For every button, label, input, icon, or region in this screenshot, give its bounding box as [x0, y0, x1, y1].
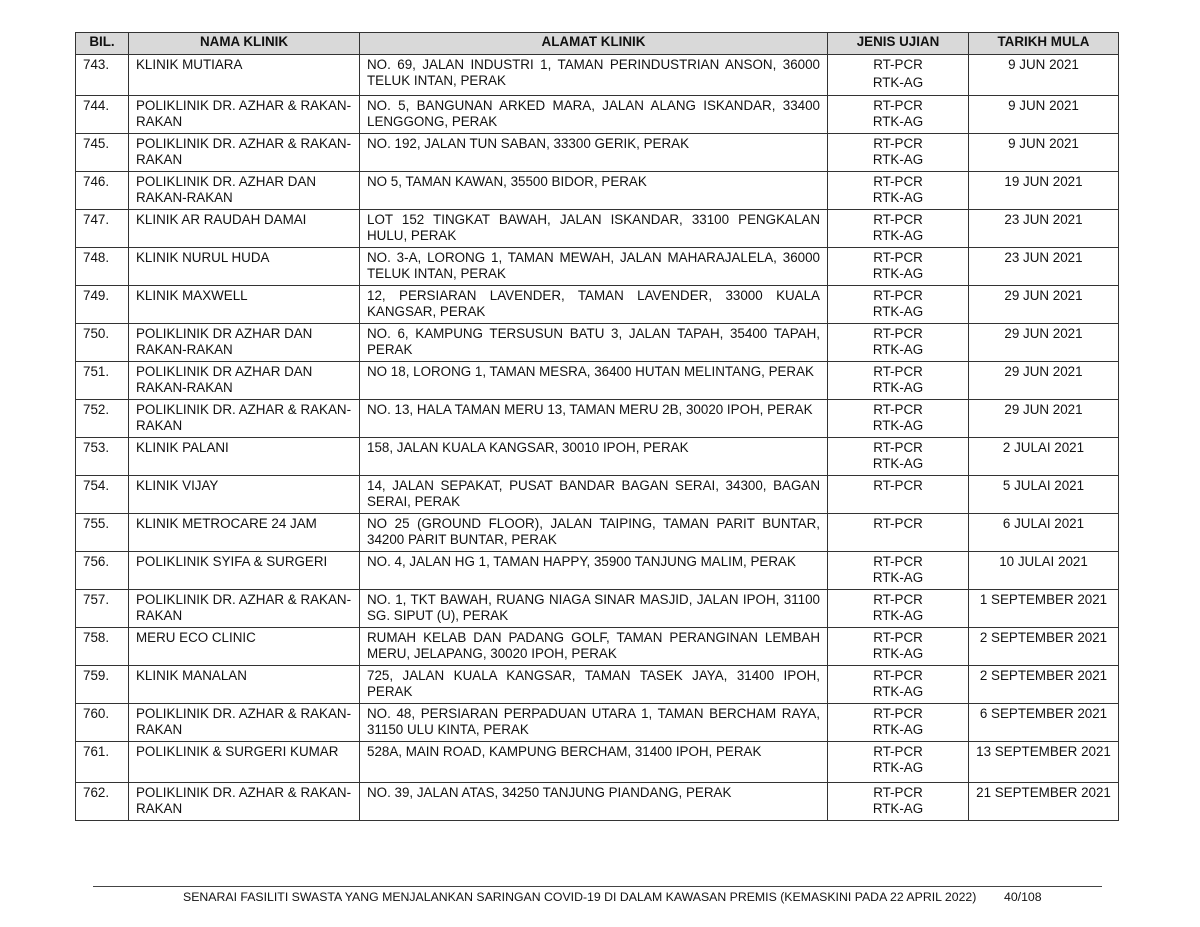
- test-types: [828, 400, 969, 438]
- table-row: [76, 96, 1119, 134]
- test-types: [828, 172, 969, 210]
- clinic-name: POLIKLINIK DR. AZHAR & RAKAN-RAKAN: [129, 96, 360, 134]
- clinic-address: NO 18, LORONG 1, TAMAN MESRA, 36400 HUTAN MELINTANG, PERAK: [360, 362, 828, 400]
- row-number: 752.: [76, 400, 129, 438]
- test-type: RT-PCR: [873, 98, 923, 113]
- header-clinic-address: ALAMAT KLINIK: [360, 33, 828, 55]
- clinic-name: KLINIK MAXWELL: [129, 286, 360, 324]
- clinic-address: NO 5, TAMAN KAWAN, 35500 BIDOR, PERAK: [360, 172, 828, 210]
- test-type: RT-PCR: [873, 516, 923, 531]
- start-date: 29 JUN 2021: [969, 324, 1119, 362]
- start-date: 29 JUN 2021: [969, 400, 1119, 438]
- table-row: [76, 552, 1119, 590]
- test-type: RTK-AG: [872, 722, 924, 737]
- header-test-type: JENIS UJIAN: [828, 33, 969, 55]
- table-row: [76, 514, 1119, 552]
- test-types: [828, 742, 969, 783]
- row-number: 754.: [76, 476, 129, 514]
- start-date: 9 JUN 2021: [969, 134, 1119, 172]
- row-number: 758.: [76, 628, 129, 666]
- test-type: RT-PCR: [873, 706, 923, 721]
- start-date: 2 SEPTEMBER 2021: [969, 628, 1119, 666]
- test-type: RTK-AG: [872, 75, 924, 90]
- test-types: [828, 286, 969, 324]
- start-date: 10 JULAI 2021: [969, 552, 1119, 590]
- test-types: [828, 514, 969, 552]
- test-types: [828, 704, 969, 742]
- start-date: 13 SEPTEMBER 2021: [969, 742, 1119, 783]
- test-types: [828, 210, 969, 248]
- start-date: 6 SEPTEMBER 2021: [969, 704, 1119, 742]
- clinic-name: POLIKLINIK DR. AZHAR & RAKAN-RAKAN: [129, 704, 360, 742]
- row-number: 757.: [76, 590, 129, 628]
- table-header-row: [76, 33, 1119, 55]
- test-type: RTK-AG: [872, 456, 924, 471]
- test-type: RTK-AG: [872, 304, 924, 319]
- start-date: 5 JULAI 2021: [969, 476, 1119, 514]
- row-number: 746.: [76, 172, 129, 210]
- row-number: 762.: [76, 783, 129, 821]
- test-type: RT-PCR: [873, 554, 923, 569]
- clinic-name: POLIKLINIK DR. AZHAR & RAKAN-RAKAN: [129, 590, 360, 628]
- start-date: 29 JUN 2021: [969, 362, 1119, 400]
- clinic-address: NO. 192, JALAN TUN SABAN, 33300 GERIK, PERAK: [360, 134, 828, 172]
- test-type: RT-PCR: [873, 402, 923, 417]
- clinic-name: POLIKLINIK DR AZHAR DAN RAKAN-RAKAN: [129, 324, 360, 362]
- test-types: [828, 666, 969, 704]
- clinic-name: KLINIK MANALAN: [129, 666, 360, 704]
- test-type: RT-PCR: [873, 630, 923, 645]
- test-type: RTK-AG: [872, 684, 924, 699]
- test-types: [828, 590, 969, 628]
- clinic-address: LOT 152 TINGKAT BAWAH, JALAN ISKANDAR, 33100 PENGKALAN HULU, PERAK: [360, 210, 828, 248]
- test-types: [828, 628, 969, 666]
- test-type: RTK-AG: [872, 152, 924, 167]
- test-type: RTK-AG: [872, 570, 924, 585]
- start-date: 9 JUN 2021: [969, 96, 1119, 134]
- test-types: [828, 134, 969, 172]
- clinic-address: 158, JALAN KUALA KANGSAR, 30010 IPOH, PERAK: [360, 438, 828, 476]
- start-date: 23 JUN 2021: [969, 248, 1119, 286]
- test-types: [828, 248, 969, 286]
- row-number: 755.: [76, 514, 129, 552]
- footer-title: SENARAI FASILITI SWASTA YANG MENJALANKAN SARINGAN COVID-19 DI DALAM KAWASAN PREMIS (KEMASKINI PADA 22 APRIL 2022): [183, 890, 977, 904]
- header-start-date: TARIKH MULA: [969, 33, 1119, 55]
- clinic-address: NO. 4, JALAN HG 1, TAMAN HAPPY, 35900 TANJUNG MALIM, PERAK: [360, 552, 828, 590]
- table-row: [76, 628, 1119, 666]
- test-types: [828, 96, 969, 134]
- test-type: RTK-AG: [872, 608, 924, 623]
- row-number: 753.: [76, 438, 129, 476]
- test-type: RTK-AG: [872, 190, 924, 205]
- test-type: RT-PCR: [873, 288, 923, 303]
- table-row: [76, 362, 1119, 400]
- start-date: 2 JULAI 2021: [969, 438, 1119, 476]
- row-number: 744.: [76, 96, 129, 134]
- footer-divider: [93, 886, 1102, 887]
- test-type: RT-PCR: [873, 440, 923, 455]
- header-clinic-name: NAMA KLINIK: [129, 33, 360, 55]
- start-date: 1 SEPTEMBER 2021: [969, 590, 1119, 628]
- row-number: 751.: [76, 362, 129, 400]
- page-number: 40/108: [1004, 890, 1042, 904]
- clinic-address: 528A, MAIN ROAD, KAMPUNG BERCHAM, 31400 IPOH, PERAK: [360, 742, 828, 783]
- test-types: [828, 438, 969, 476]
- table-row: [76, 172, 1119, 210]
- clinic-table-body: [76, 55, 1119, 821]
- test-types: [828, 783, 969, 821]
- row-number: 748.: [76, 248, 129, 286]
- clinic-address: 14, JALAN SEPAKAT, PUSAT BANDAR BAGAN SERAI, 34300, BAGAN SERAI, PERAK: [360, 476, 828, 514]
- clinic-name: POLIKLINIK DR. AZHAR & RAKAN-RAKAN: [129, 134, 360, 172]
- table-row: [76, 476, 1119, 514]
- start-date: 2 SEPTEMBER 2021: [969, 666, 1119, 704]
- start-date: 19 JUN 2021: [969, 172, 1119, 210]
- table-row: [76, 134, 1119, 172]
- test-types: [828, 362, 969, 400]
- clinic-name: POLIKLINIK & SURGERI KUMAR: [129, 742, 360, 783]
- table-row: [76, 400, 1119, 438]
- test-type: RTK-AG: [872, 380, 924, 395]
- clinic-address: NO. 6, KAMPUNG TERSUSUN BATU 3, JALAN TAPAH, 35400 TAPAH, PERAK: [360, 324, 828, 362]
- table-row: [76, 248, 1119, 286]
- row-number: 750.: [76, 324, 129, 362]
- test-type: RTK-AG: [872, 646, 924, 661]
- clinic-address: NO. 69, JALAN INDUSTRI 1, TAMAN PERINDUSTRIAN ANSON, 36000 TELUK INTAN, PERAK: [360, 55, 828, 96]
- clinic-address: RUMAH KELAB DAN PADANG GOLF, TAMAN PERANGINAN LEMBAH MERU, JELAPANG, 30020 IPOH, PERAK: [360, 628, 828, 666]
- table-row: [76, 55, 1119, 96]
- header-bil: BIL.: [76, 33, 129, 55]
- test-type: RT-PCR: [873, 592, 923, 607]
- table-row: [76, 590, 1119, 628]
- test-types: [828, 55, 969, 96]
- table-row: [76, 704, 1119, 742]
- start-date: 29 JUN 2021: [969, 286, 1119, 324]
- clinic-name: MERU ECO CLINIC: [129, 628, 360, 666]
- test-type: RT-PCR: [873, 478, 923, 493]
- clinic-address: NO. 3-A, LORONG 1, TAMAN MEWAH, JALAN MAHARAJALELA, 36000 TELUK INTAN, PERAK: [360, 248, 828, 286]
- row-number: 756.: [76, 552, 129, 590]
- clinic-name: POLIKLINIK SYIFA & SURGERI: [129, 552, 360, 590]
- row-number: 761.: [76, 742, 129, 783]
- clinic-address: NO. 39, JALAN ATAS, 34250 TANJUNG PIANDANG, PERAK: [360, 783, 828, 821]
- test-type: RTK-AG: [872, 228, 924, 243]
- clinic-name: KLINIK VIJAY: [129, 476, 360, 514]
- row-number: 743.: [76, 55, 129, 96]
- start-date: 21 SEPTEMBER 2021: [969, 783, 1119, 821]
- test-type: RTK-AG: [872, 801, 924, 816]
- test-type: RTK-AG: [872, 760, 924, 775]
- clinic-name: KLINIK NURUL HUDA: [129, 248, 360, 286]
- row-number: 759.: [76, 666, 129, 704]
- row-number: 760.: [76, 704, 129, 742]
- test-type: RT-PCR: [873, 174, 923, 189]
- clinic-name: POLIKLINIK DR AZHAR DAN RAKAN-RAKAN: [129, 362, 360, 400]
- table-row: [76, 666, 1119, 704]
- test-type: RT-PCR: [873, 250, 923, 265]
- test-type: RTK-AG: [872, 418, 924, 433]
- table-row: [76, 286, 1119, 324]
- test-type: RTK-AG: [872, 266, 924, 281]
- clinic-name: POLIKLINIK DR. AZHAR DAN RAKAN-RAKAN: [129, 172, 360, 210]
- test-type: RT-PCR: [873, 364, 923, 379]
- clinic-address: NO. 1, TKT BAWAH, RUANG NIAGA SINAR MASJID, JALAN IPOH, 31100 SG. SIPUT (U), PERAK: [360, 590, 828, 628]
- clinic-address: NO 25 (GROUND FLOOR), JALAN TAIPING, TAMAN PARIT BUNTAR, 34200 PARIT BUNTAR, PERAK: [360, 514, 828, 552]
- table-row: [76, 742, 1119, 783]
- test-types: [828, 324, 969, 362]
- test-type: RT-PCR: [873, 326, 923, 341]
- start-date: 6 JULAI 2021: [969, 514, 1119, 552]
- test-type: RTK-AG: [872, 342, 924, 357]
- clinic-address: NO. 13, HALA TAMAN MERU 13, TAMAN MERU 2B, 30020 IPOH, PERAK: [360, 400, 828, 438]
- clinic-address: 725, JALAN KUALA KANGSAR, TAMAN TASEK JAYA, 31400 IPOH, PERAK: [360, 666, 828, 704]
- clinic-name: KLINIK MUTIARA: [129, 55, 360, 96]
- table-row: [76, 783, 1119, 821]
- test-type: RT-PCR: [873, 136, 923, 151]
- test-types: [828, 552, 969, 590]
- clinic-name: KLINIK METROCARE 24 JAM: [129, 514, 360, 552]
- clinic-name: POLIKLINIK DR. AZHAR & RAKAN-RAKAN: [129, 400, 360, 438]
- table-row: [76, 438, 1119, 476]
- row-number: 747.: [76, 210, 129, 248]
- row-number: 749.: [76, 286, 129, 324]
- clinic-table: [75, 32, 1119, 821]
- clinic-address: 12, PERSIARAN LAVENDER, TAMAN LAVENDER, 33000 KUALA KANGSAR, PERAK: [360, 286, 828, 324]
- start-date: 23 JUN 2021: [969, 210, 1119, 248]
- test-type: RTK-AG: [872, 114, 924, 129]
- test-type: RT-PCR: [873, 212, 923, 227]
- table-row: [76, 210, 1119, 248]
- row-number: 745.: [76, 134, 129, 172]
- test-type: RT-PCR: [873, 744, 923, 759]
- table-row: [76, 324, 1119, 362]
- clinic-name: KLINIK AR RAUDAH DAMAI: [129, 210, 360, 248]
- clinic-address: NO. 5, BANGUNAN ARKED MARA, JALAN ALANG ISKANDAR, 33400 LENGGONG, PERAK: [360, 96, 828, 134]
- start-date: 9 JUN 2021: [969, 55, 1119, 96]
- test-type: RT-PCR: [873, 668, 923, 683]
- clinic-name: KLINIK PALANI: [129, 438, 360, 476]
- clinic-name: POLIKLINIK DR. AZHAR & RAKAN-RAKAN: [129, 783, 360, 821]
- clinic-address: NO. 48, PERSIARAN PERPADUAN UTARA 1, TAMAN BERCHAM RAYA, 31150 ULU KINTA, PERAK: [360, 704, 828, 742]
- test-type: RT-PCR: [873, 57, 923, 72]
- test-types: [828, 476, 969, 514]
- test-type: RT-PCR: [873, 785, 923, 800]
